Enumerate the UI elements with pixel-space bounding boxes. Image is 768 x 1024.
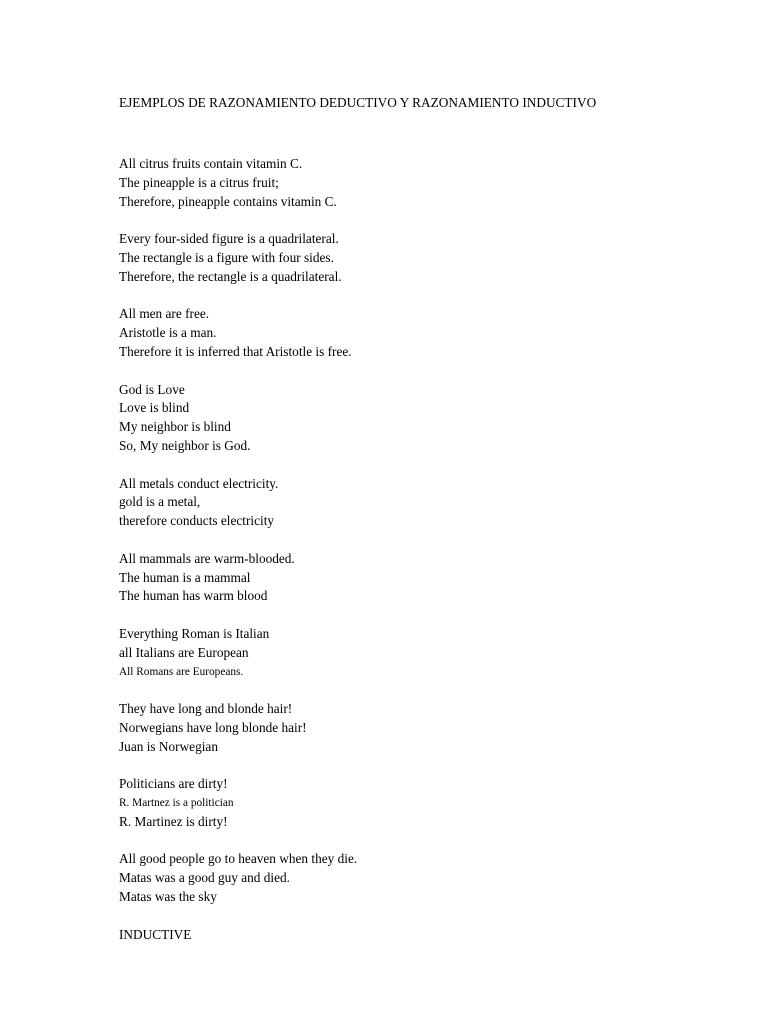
text-line: Politicians are dirty! xyxy=(119,776,228,792)
stanza-norwegian xyxy=(119,700,739,756)
text-line: My neighbor is blind xyxy=(119,419,231,435)
text-line: All metals conduct electricity. xyxy=(119,475,279,491)
text-line: All Romans are Europeans. xyxy=(119,665,244,678)
text-line: So, My neighbor is God. xyxy=(119,437,251,453)
stanza-roman xyxy=(119,625,739,681)
text-line: They have long and blonde hair! xyxy=(119,701,293,717)
stanza-politicians xyxy=(119,775,739,831)
text-line: All men are free. xyxy=(119,306,210,322)
text-line: All mammals are warm-blooded. xyxy=(119,550,295,566)
text-line: The pineapple is a citrus fruit; xyxy=(119,174,279,190)
text-line: All good people go to heaven when they die. xyxy=(119,851,358,867)
text-line: Matas was the sky xyxy=(119,889,217,905)
text-line: Therefore it is inferred that Aristotle is free. xyxy=(119,343,352,359)
text-line: Norwegians have long blonde hair! xyxy=(119,719,307,735)
text-line: Everything Roman is Italian xyxy=(119,625,270,641)
text-line: Matas was a good guy and died. xyxy=(119,870,290,886)
text-line: God is Love xyxy=(119,381,185,397)
text-line: Love is blind xyxy=(119,400,190,416)
text-line: Every four-sided figure is a quadrilateral. xyxy=(119,231,339,247)
text-line: R. Martinez is dirty! xyxy=(119,813,228,829)
stanza-mammals xyxy=(119,550,739,606)
document-title: EJEMPLOS DE RAZONAMIENTO DEDUCTIVO Y RAZONAMIENTO INDUCTIVO xyxy=(119,95,597,110)
text-line: all Italians are European xyxy=(119,644,249,660)
text-line: All citrus fruits contain vitamin C. xyxy=(119,156,303,171)
document-body xyxy=(119,155,739,944)
text-line: Aristotle is a man. xyxy=(119,325,217,341)
stanza-aristotle xyxy=(119,305,739,361)
stanza-quadrilateral xyxy=(119,230,739,286)
text-line: The human is a mammal xyxy=(119,569,251,585)
text-line: Juan is Norwegian xyxy=(119,738,218,754)
stanza-metals xyxy=(119,475,739,531)
text-line: The rectangle is a figure with four sides. xyxy=(119,249,334,265)
text-line: R. Martnez is a politician xyxy=(119,797,234,810)
text-line: gold is a metal, xyxy=(119,494,201,510)
text-line: therefore conducts electricity xyxy=(119,513,275,529)
stanza-citrus xyxy=(119,155,739,211)
stanza-love xyxy=(119,381,739,456)
text-line: Therefore, the rectangle is a quadrilateral. xyxy=(119,268,342,284)
stanza-heaven xyxy=(119,850,739,906)
text-line: Therefore, pineapple contains vitamin C. xyxy=(119,193,337,209)
section-heading-inductive: INDUCTIVE xyxy=(119,926,192,942)
text-line: The human has warm blood xyxy=(119,588,268,604)
